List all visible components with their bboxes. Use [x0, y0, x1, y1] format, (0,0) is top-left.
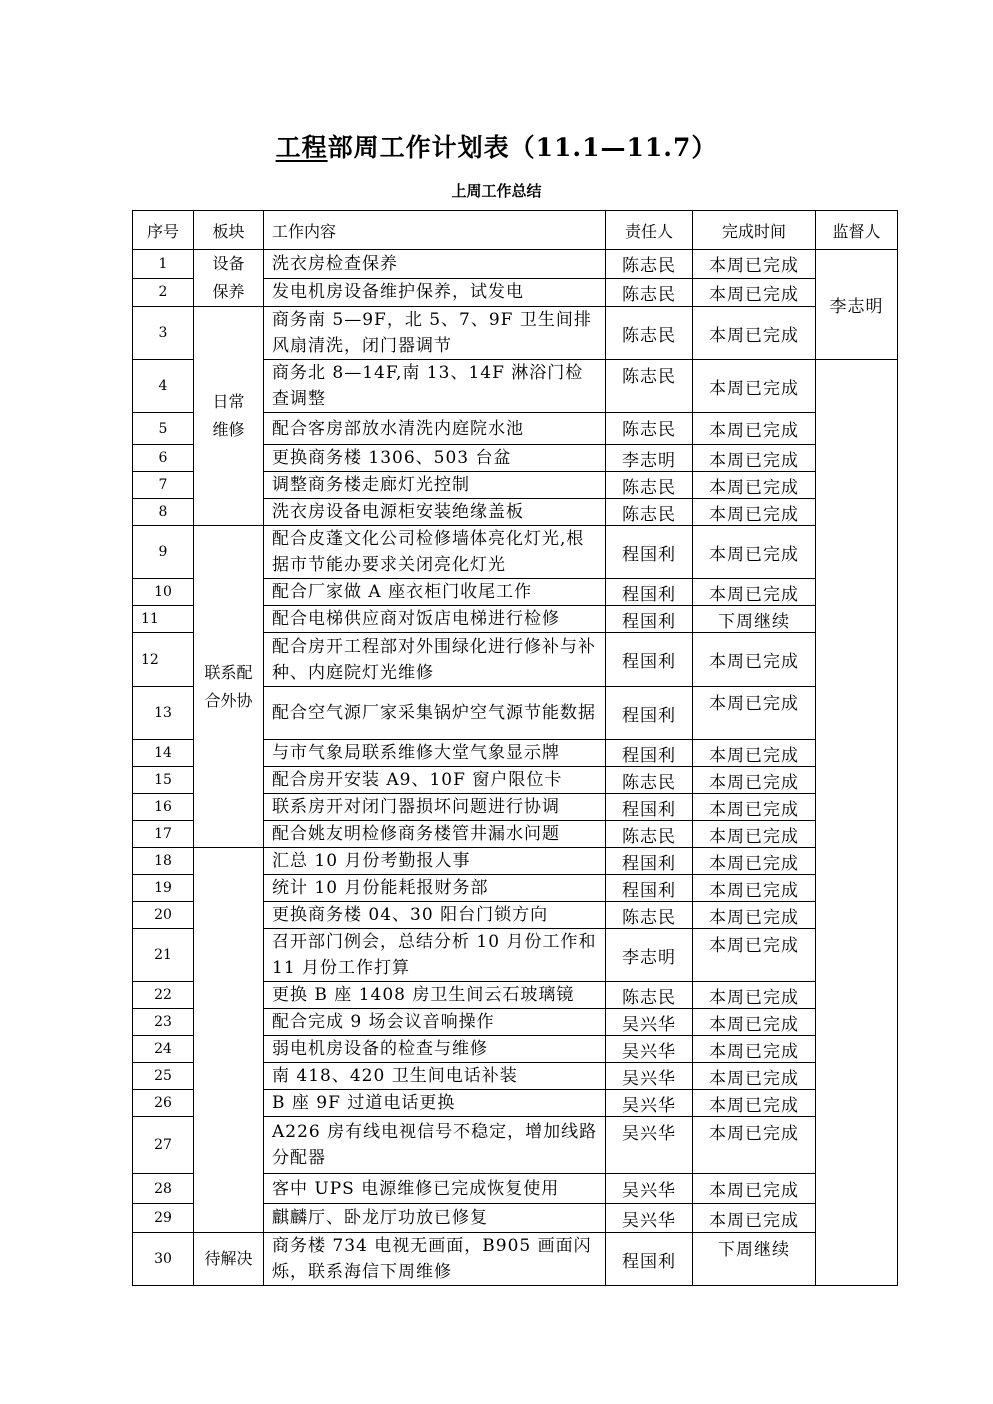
row-content: 配合空气源厂家采集锅炉空气源节能数据: [264, 687, 606, 740]
row-status: 本周已完成: [693, 1090, 816, 1117]
row-num: 2: [133, 278, 194, 307]
header-person: 责任人: [606, 211, 693, 250]
row-content: 配合房开安装 A9、10F 窗户限位卡: [264, 767, 606, 794]
page-subtitle: 上周工作总结: [451, 182, 542, 200]
row-content: 更换商务楼 04、30 阳台门锁方向: [264, 902, 606, 929]
row-content: 更换商务楼 1306、503 台盆: [264, 445, 606, 472]
row-num: 11: [133, 606, 194, 633]
row-status: 本周已完成: [693, 579, 816, 606]
row-num: 6: [133, 445, 194, 472]
row-status: 本周已完成: [693, 821, 816, 848]
row-person: 吴兴华: [606, 1063, 693, 1090]
row-person: 陈志民: [606, 278, 693, 307]
row-content: B 座 9F 过道电话更换: [264, 1090, 606, 1117]
row-content: 麒麟厅、卧龙厅功放已修复: [264, 1204, 606, 1233]
supervisor-cell: 李志明: [816, 250, 898, 360]
row-status: 本周已完成: [693, 633, 816, 687]
row-status: 本周已完成: [693, 360, 816, 413]
row-num: 25: [133, 1063, 194, 1090]
section-pending: [194, 1233, 264, 1286]
row-person: 程国利: [606, 1233, 693, 1286]
row-num: 24: [133, 1036, 194, 1063]
row-content: 商务南 5—9F，北 5、7、9F 卫生间排风扇清洗，闭门器调节: [264, 307, 606, 360]
row-person: 吴兴华: [606, 1204, 693, 1233]
row-status: 本周已完成: [693, 1204, 816, 1233]
row-person: 吴兴华: [606, 1009, 693, 1036]
row-content: 弱电机房设备的检查与维修: [264, 1036, 606, 1063]
row-content: 配合厂家做 A 座衣柜门收尾工作: [264, 579, 606, 606]
row-person: 陈志民: [606, 499, 693, 526]
row-content: 洗衣房检查保养: [264, 250, 606, 279]
row-person: 程国利: [606, 687, 693, 740]
section-label: 日常 维修: [212, 392, 245, 439]
row-status: 本周已完成: [693, 848, 816, 875]
row-person: 程国利: [606, 606, 693, 633]
row-person: 吴兴华: [606, 1036, 693, 1063]
row-num: 13: [133, 687, 194, 740]
header-num: 序号: [133, 211, 194, 250]
row-person: 吴兴华: [606, 1174, 693, 1204]
row-num: 17: [133, 821, 194, 848]
row-content: 召开部门例会，总结分析 10 月份工作和 11 月份工作打算: [264, 929, 606, 982]
row-status: 本周已完成: [693, 278, 816, 307]
row-status: 本周已完成: [693, 413, 816, 445]
row-content: 联系房开对闭门器损坏问题进行协调: [264, 794, 606, 821]
row-status: 下周继续: [693, 1233, 816, 1286]
row-num: 28: [133, 1174, 194, 1204]
row-person: 吴兴华: [606, 1090, 693, 1117]
row-person: 程国利: [606, 848, 693, 875]
row-person: 陈志民: [606, 472, 693, 499]
table-row: [133, 848, 898, 875]
row-num: 20: [133, 902, 194, 929]
section-general: [194, 848, 264, 1233]
header-time: 完成时间: [693, 211, 816, 250]
row-num: 3: [133, 307, 194, 360]
row-content: 调整商务楼走廊灯光控制: [264, 472, 606, 499]
row-content: 配合姚友明检修商务楼管井漏水问题: [264, 821, 606, 848]
row-person: 程国利: [606, 579, 693, 606]
section-maintenance: [194, 250, 264, 307]
row-content: 客中 UPS 电源维修已完成恢复使用: [264, 1174, 606, 1204]
row-num: 29: [133, 1204, 194, 1233]
row-content: 商务楼 734 电视无画面，B905 画面闪烁，联系海信下周维修: [264, 1233, 606, 1286]
row-person: 陈志民: [606, 767, 693, 794]
row-person: 陈志民: [606, 250, 693, 279]
row-status: 本周已完成: [693, 1174, 816, 1204]
row-person: 程国利: [606, 875, 693, 902]
row-person: 程国利: [606, 740, 693, 767]
row-num: 21: [133, 929, 194, 982]
row-num: 4: [133, 360, 194, 413]
row-person: 程国利: [606, 794, 693, 821]
row-num: 7: [133, 472, 194, 499]
row-status: 本周已完成: [693, 740, 816, 767]
row-person: 李志明: [606, 929, 693, 982]
row-person: 程国利: [606, 526, 693, 579]
section-label: 待解决: [204, 1249, 253, 1268]
row-status: 本周已完成: [693, 526, 816, 579]
row-content: 商务北 8—14F,南 13、14F 淋浴门检查调整: [264, 360, 606, 413]
row-person: 李志明: [606, 445, 693, 472]
row-status: 本周已完成: [693, 307, 816, 360]
row-status: 本周已完成: [693, 687, 816, 740]
row-content: 配合完成 9 场会议音响操作: [264, 1009, 606, 1036]
row-num: 30: [133, 1233, 194, 1286]
row-status: 本周已完成: [693, 472, 816, 499]
header-section: 板块: [194, 211, 264, 250]
page-title-underlined: 工程: [275, 133, 328, 162]
row-person: 吴兴华: [606, 1117, 693, 1174]
row-person: 陈志民: [606, 902, 693, 929]
section-daily-repair: [194, 307, 264, 526]
row-content: A226 房有线电视信号不稳定，增加线路分配器: [264, 1117, 606, 1174]
page-title: [0, 128, 993, 164]
row-num: 18: [133, 848, 194, 875]
row-content: 统计 10 月份能耗报财务部: [264, 875, 606, 902]
row-num: 10: [133, 579, 194, 606]
row-num: 9: [133, 526, 194, 579]
row-content: 配合客房部放水清洗内庭院水池: [264, 413, 606, 445]
row-status: 本周已完成: [693, 250, 816, 279]
row-content: 配合电梯供应商对饭店电梯进行检修: [264, 606, 606, 633]
row-num: 1: [133, 250, 194, 279]
section-label: 联系配 合外协: [204, 662, 253, 710]
table-row: [133, 250, 898, 279]
row-status: 本周已完成: [693, 902, 816, 929]
row-status: 本周已完成: [693, 929, 816, 982]
row-num: 15: [133, 767, 194, 794]
work-plan-table: [132, 210, 898, 1286]
page-title-rest: 部周工作计划表（11.1—11.7）: [327, 133, 718, 162]
row-status: 本周已完成: [693, 767, 816, 794]
row-content: 发电机房设备维护保养，试发电: [264, 278, 606, 307]
row-content: 汇总 10 月份考勤报人事: [264, 848, 606, 875]
row-num: 16: [133, 794, 194, 821]
row-num: 14: [133, 740, 194, 767]
table-row: [133, 307, 898, 360]
supervisor-cell-empty: [816, 360, 898, 1286]
row-status: 本周已完成: [693, 1009, 816, 1036]
row-status: 本周已完成: [693, 499, 816, 526]
row-person: 陈志民: [606, 307, 693, 360]
table-header-row: [133, 211, 898, 250]
row-num: 8: [133, 499, 194, 526]
section-liaison: [194, 526, 264, 848]
header-content: 工作内容: [264, 211, 606, 250]
table-row: [133, 526, 898, 579]
row-num: 19: [133, 875, 194, 902]
row-num: 27: [133, 1117, 194, 1174]
row-status: 本周已完成: [693, 875, 816, 902]
section-label: 设备 保养: [212, 254, 245, 301]
row-content: 南 418、420 卫生间电话补装: [264, 1063, 606, 1090]
row-content: 配合房开工程部对外围绿化进行修补与补种、内庭院灯光维修: [264, 633, 606, 687]
row-num: 22: [133, 982, 194, 1009]
row-status: 本周已完成: [693, 1117, 816, 1174]
row-status: 本周已完成: [693, 445, 816, 472]
row-num: 5: [133, 413, 194, 445]
row-num: 12: [133, 633, 194, 687]
row-status: 本周已完成: [693, 1063, 816, 1090]
row-person: 程国利: [606, 633, 693, 687]
row-content: 洗衣房设备电源柜安装绝缘盖板: [264, 499, 606, 526]
row-num: 23: [133, 1009, 194, 1036]
row-status: 下周继续: [693, 606, 816, 633]
table-row: [133, 1233, 898, 1286]
header-supervisor: 监督人: [816, 211, 898, 250]
row-status: 本周已完成: [693, 1036, 816, 1063]
row-content: 配合皮蓬文化公司检修墙体亮化灯光,根据市节能办要求关闭亮化灯光: [264, 526, 606, 579]
row-status: 本周已完成: [693, 982, 816, 1009]
row-status: 本周已完成: [693, 794, 816, 821]
row-person: 陈志民: [606, 982, 693, 1009]
row-num: 26: [133, 1090, 194, 1117]
row-person: 陈志民: [606, 413, 693, 445]
row-content: 与市气象局联系维修大堂气象显示牌: [264, 740, 606, 767]
row-person: 陈志民: [606, 821, 693, 848]
row-content: 更换 B 座 1408 房卫生间云石玻璃镜: [264, 982, 606, 1009]
row-person: 陈志民: [606, 360, 693, 413]
